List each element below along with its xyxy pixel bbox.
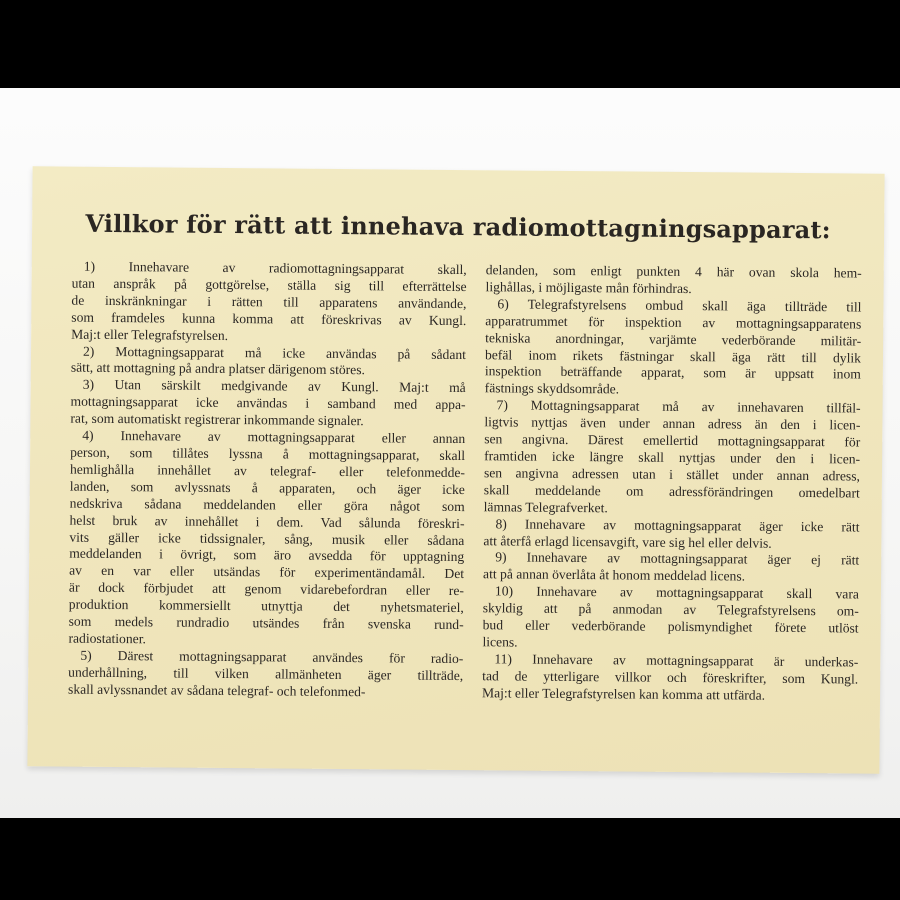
text-line: sen angivna. Därest emellertid mottagningsapparat för [484,431,861,450]
text-line: underhållning, till vilken allmänheten äger tillträde, [68,664,464,683]
paragraph [483,550,859,587]
text-line: nedskriva sådana meddelanden eller göra något som [69,495,465,514]
licence-card [27,166,884,773]
text-line: produktion kommersiellt utnyttja det nyhetsmateriel, [68,596,464,616]
text-line: inspektion beträffande apparat, som är uppsatt inom [484,363,861,382]
text-line: som medels rundradio utsändes från svenska rund- [68,613,464,633]
text-line: skall avlyssnandet av sådana telegraf- och telefonmed- [68,681,366,699]
text-line: hemlighålla innehållet av telegraf- eller telefonmedde- [69,461,466,480]
text-line: apparatrummet för inspektion av mottagningsapparatens [485,312,862,332]
text-line: 6) Telegrafstyrelsens ombud skall äga tillträde till [497,296,862,315]
text-line: mottagningsapparat icke användas i samband med appa- [70,393,466,413]
text-line: tad de ytterligare villkor och föreskrifter, som Kungl. [482,667,859,687]
text-line: 3) Utan särskilt medgivande av Kungl. Maj:t må [82,377,466,396]
text-line: radiostationer. [68,630,146,647]
paragraph [70,377,465,431]
text-line: rat, som automatiskt registrerar inkommande signaler. [70,410,364,429]
text-line: bud eller vederbörande polismyndighet förete utlöst [482,617,859,636]
paragraph [68,647,463,701]
text-line: skall meddelande om adressförändringen omedelbart [483,482,860,501]
text-line: sen angivna adressen utan i stället under annan adress, [483,465,861,484]
text-line: 11) Innehavare av mottagningsapparat är underkas- [494,651,859,670]
text-line: framtiden icke längre skall nyttjas under den i licen- [484,448,861,467]
left-column [68,259,467,702]
text-line: skyldig att på anmodan av Telegrafstyrelsens om- [482,600,859,619]
paragraph [483,516,859,553]
text-line: licens. [482,634,518,650]
paragraph [71,259,467,347]
text-line: vits gäller icke tidssignaler, sång, musik eller sådana [69,529,465,548]
text-line: 9) Innehavare av mottagningsapparat äger ej rätt [495,549,860,568]
right-column [482,262,862,705]
text-line: 7) Mottagningsapparat må av innehavaren tillfäl- [496,397,861,416]
text-line: fästnings skyddsområde. [484,380,620,397]
text-line: 4) Innehavare av mottagningsapparat eller annan [82,427,466,447]
paragraph [484,397,861,519]
paragraph [71,343,466,380]
text-line: befäl inom rikets fästningar skall äga rätt till dylik [484,346,862,366]
text-line: 1) Innehavare av radiomottagningsapparat skall, [83,258,467,278]
page-title: Villkor för rätt att innehava radiomottagningsapparat: [85,208,831,245]
text-line: sätt, att mottagning på andra platser därigenom störes. [70,360,366,378]
text-line: helst bruk av innehållet i dem. Vad sålunda föreskri- [69,512,465,531]
text-line: de inskränkningar i rätten till apparatens användande, [71,292,467,311]
text-line: som framdeles kunna komma att föreskrivas av Kungl. [71,309,467,328]
text-line: delanden, som enligt punkten 4 här ovan skola hem- [485,262,862,281]
text-line: Maj:t eller Telegrafstyrelsen kan komma att utfärda. [481,684,766,703]
paragraph [485,296,862,401]
text-line: 8) Innehavare av mottagningsapparat äger icke rätt [495,515,860,535]
paragraph [68,428,465,651]
text-line: av en var eller utsändas för experimentändamål. Det [69,562,465,582]
text-line: Maj:t eller Telegrafstyrelsen. [71,326,229,343]
text-line: ligtvis nyttjas även under annan adress än den i licen- [484,414,861,433]
text-line: att på annan överlåta åt honom meddelad licens. [483,566,746,584]
text-line: 2) Mottagningsapparat må icke användas på sådant [82,343,467,362]
text-line: tekniska anordningar, varjämte vederbörande militär- [485,329,862,349]
text-line: person, som tillåtes lyssna å mottagningsapparat, skall [70,444,466,464]
text-line: landen, som avlyssnats å apparaten, och äger icke [69,478,465,497]
paragraph [486,262,862,299]
text-line: meddelanden i övrigt, som äro avsedda för upptagning [69,546,465,565]
text-line: att återfå erlagd licensavgift, vare sig hel eller delvis. [483,532,772,551]
text-line: är dock förbjudet att genom vidarebefordran eller re- [68,579,465,599]
paragraph [482,651,858,705]
paragraph [482,583,859,654]
text-line: 5) Därest mottagningsapparat användes för radio- [80,647,464,666]
text-line: lämnas Telegrafverket. [483,498,608,516]
text-line: 10) Innehavare av mottagningsapparat skall vara [494,583,859,602]
text-line: utan anspråk på gottgörelse, ställa sig till efterrättelse [71,275,467,294]
text-line: lighållas, i möjligaste mån förhindras. [485,279,692,296]
